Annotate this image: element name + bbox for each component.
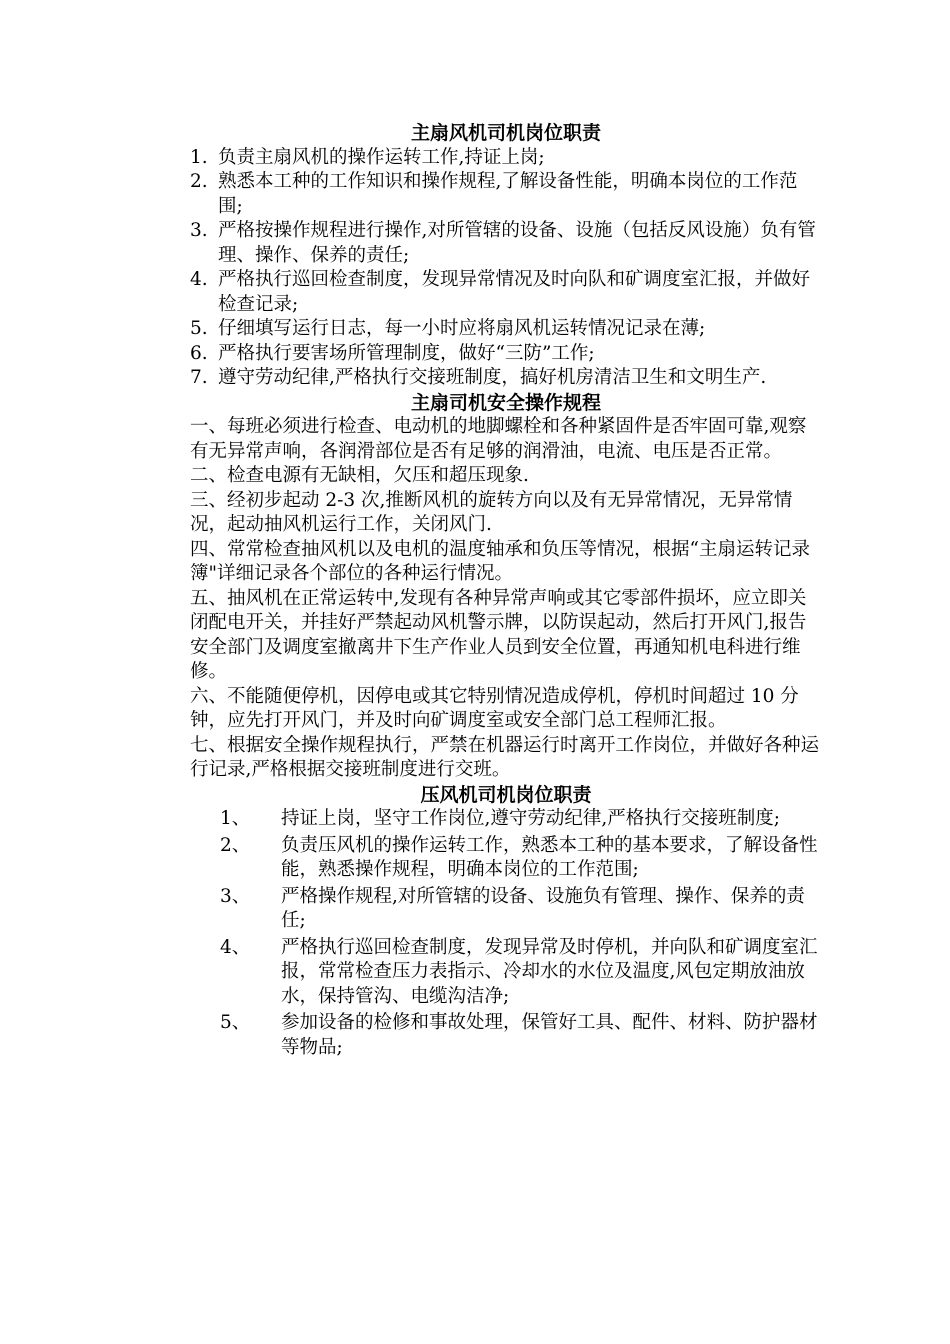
- section-title-fan-driver-duties: 主扇风机司机岗位职责: [410, 122, 601, 144]
- section-title-fan-safety-rules: 主扇司机安全操作规程: [410, 391, 601, 414]
- item-number: 3.: [190, 220, 208, 241]
- list-item: [190, 219, 822, 268]
- list-item: [190, 366, 822, 391]
- section-title-compressor-driver-duties: 压风机司机岗位职责: [420, 783, 592, 806]
- item-text: 遵守劳动纪律,严格执行交接班制度，搞好机房清洁卫生和文明生产.: [218, 367, 767, 388]
- item-number: 5、: [220, 1012, 251, 1033]
- list-item: [190, 170, 822, 219]
- rule-paragraph: 一、每班必须进行检查、电动机的地脚螺栓和各种紧固件是否牢固可靠,观察有无异常声响，各润滑部位是否有足够的润滑油，电流、电压是否正常。: [190, 416, 807, 462]
- list-item: [190, 268, 822, 317]
- item-text: 仔细填写运行日志，每一小时应将扇风机运转情况记录在薄;: [218, 318, 706, 339]
- item-text: 熟悉本工种的工作知识和操作规程,了解设备性能，明确本岗位的工作范围;: [218, 171, 798, 217]
- item-number: 5.: [190, 318, 208, 339]
- item-number: 4.: [190, 269, 208, 290]
- item-text: 参加设备的检修和事故处理，保管好工具、配件、材料、防护器材等物品;: [281, 1012, 818, 1058]
- list-item: [190, 342, 822, 367]
- rule-paragraph: 六、不能随便停机，因停电或其它特别情况造成停机，停机时间超过 10 分钟，应先打开风门，并及时向矿调度室或安全部门总工程师汇报。: [190, 685, 799, 731]
- list-item: [190, 317, 822, 342]
- item-number: 7.: [190, 367, 208, 388]
- item-number: 1.: [190, 146, 208, 168]
- fan-driver-duties-list: [190, 146, 822, 391]
- compressor-duties-list: [190, 807, 822, 1060]
- item-text: 负责主扇风机的操作运转工作,持证上岗;: [218, 146, 545, 168]
- item-text: 严格执行巡回检查制度，发现异常情况及时向队和矿调度室汇报，并做好检查记录;: [218, 269, 811, 315]
- item-number: 6.: [190, 342, 208, 364]
- list-item: [190, 936, 822, 1010]
- item-text: 严格执行巡回检查制度，发现异常及时停机，并向队和矿调度室汇报，常常检查压力表指示、冷却水的水位及温度,风包定期放油放水，保持管沟、电缆沟洁净;: [281, 936, 818, 1007]
- rule-paragraph: 七、根据安全操作规程执行，严禁在机器运行时离开工作岗位，并做好各种运行记录,严格根据交接班制度进行交班。: [190, 734, 820, 780]
- list-item: [190, 1011, 822, 1060]
- rule-paragraph: 五、抽风机在正常运转中,发现有各种异常声响或其它零部件损坏，应立即关闭配电开关，并挂好严禁起动风机警示牌，以防误起动，然后打开风门,报告安全部门及调度室撤离井下生产作业人员到安全位置，再通知机电科进行维修。: [190, 587, 807, 682]
- rule-paragraph: 三、经初步起动 2-3 次,推断风机的旋转方向以及有无异常情况，无异常情况，起动抽风机运行工作，关闭风门.: [190, 489, 793, 535]
- rule-paragraph: 四、常常检查抽风机以及电机的温度轴承和负压等情况，根据“主扇运转记录簿"详细记录各个部位的各种运行情况。: [190, 538, 810, 584]
- item-text: 持证上岗，坚守工作岗位,遵守劳动纪律,严格执行交接班制度;: [281, 808, 780, 829]
- list-item: [190, 834, 822, 883]
- item-number: 3、: [220, 885, 251, 907]
- list-item: [190, 807, 822, 832]
- item-text: 严格按操作规程进行操作,对所管辖的设备、设施（包括反风设施）负有管理、操作、保养的责任;: [218, 220, 816, 266]
- list-item: [190, 146, 822, 171]
- list-item: [190, 885, 822, 934]
- rule-paragraph: 二、检查电源有无缺相，欠压和超压现象.: [190, 465, 529, 486]
- item-text: 严格操作规程,对所管辖的设备、设施负有管理、操作、保养的责任;: [281, 885, 805, 931]
- item-text: 严格执行要害场所管理制度，做好“三防”工作;: [218, 342, 595, 364]
- item-number: 1、: [220, 808, 251, 829]
- item-number: 2、: [220, 834, 251, 856]
- item-number: 4、: [220, 936, 251, 958]
- item-number: 2.: [190, 171, 208, 192]
- item-text: 负责压风机的操作运转工作，熟悉本工种的基本要求，了解设备性能，熟悉操作规程，明确本岗位的工作范围;: [281, 834, 818, 880]
